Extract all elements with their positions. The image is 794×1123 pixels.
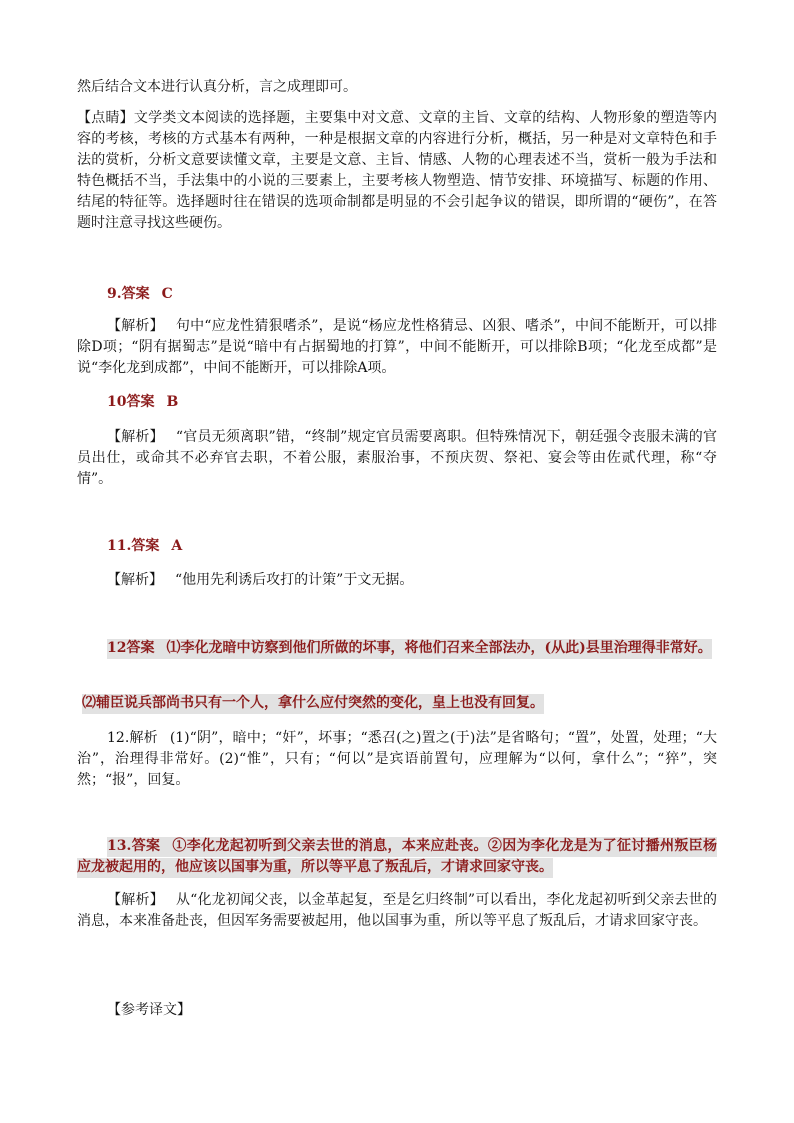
q9-answer-letter: C bbox=[161, 286, 173, 302]
q11-analysis-text: “他用先利诱后攻打的计策”于文无据。 bbox=[175, 572, 414, 588]
q12-analysis-text: (1)“阴”，暗中；“奸”，坏事；“悉召(之)置之(于)法”是省略句；“置”，处置，处理；“大治”，治理得非常好。(2)“惟”，只有；“何以”是宾语前置句，应理解为“以何，拿什么”；“猝”，突然；“报”，回复。 bbox=[77, 730, 717, 788]
q11-analysis bbox=[77, 570, 717, 591]
q13-analysis-text: 从“化龙初闻父丧，以金革起复，至是乞归终制”可以看出，李化龙起初听到父亲去世的消息，本来准备赴丧，但因军务需要被起用，他以国事为重，所以等平息了叛乱后，才请求回家守丧。 bbox=[77, 892, 718, 929]
q12-answer-2 bbox=[82, 693, 717, 714]
q12-analysis-label: 12.解析 bbox=[107, 730, 158, 746]
q9-answer-label: 9.答案 bbox=[107, 286, 150, 302]
intro-line: 然后结合文本进行认真分析，言之成理即可。 bbox=[77, 79, 357, 95]
q11-answer-line bbox=[77, 536, 717, 557]
q13-analysis bbox=[77, 890, 717, 932]
dianjing-text: 文学类文本阅读的选择题，主要集中对文意、文章的主旨、文章的结构、人物形象的塑造等内容的考核，考核的方式基本有两种，一种是根据文章的内容进行分析，概括，另一种是对文章特色和手法的赏析，分析文意要读懂文章，主要是文意、主旨、情感、人物的心理表述不当，赏析一般为手法和特色概括不当，手法集中的小说的三要素上，主要考核人物塑造、情节安排、环境描写、标题的作用、结尾的特征等。选择题时往在错误的选项命制都是明显的不会引起争议的错误，即所谓的“硬伤”，在答题时注意寻找这些硬伤。 bbox=[77, 110, 718, 231]
q10-answer-letter: B bbox=[166, 394, 179, 410]
q9-analysis-tag: 【解析】 bbox=[107, 318, 164, 334]
q9-analysis-text: 句中“应龙性猜狠嗜杀”，是说“杨应龙性格猜忌、凶狠、嗜杀”，中间不能断开，可以排除D项；“阴有据蜀志”是说“暗中有占据蜀地的打算”，中间不能断开，可以排除B项；“化龙至成都”是说“李化龙到成都”，中间不能断开，可以排除A项。 bbox=[77, 318, 717, 376]
q12-answer-1 bbox=[77, 638, 717, 659]
q12-answer-label: 12答案 bbox=[107, 640, 155, 656]
q9-analysis bbox=[77, 316, 717, 379]
q10-analysis-text: “官员无须离职”错，“终制”规定官员需要离职。但特殊情况下，朝廷强令丧服未满的官员出仕，或命其不必弃官去职，不着公服，素服治事，不预庆贺、祭祀、宴会等由佐贰代理，称“夺情”。 bbox=[77, 429, 717, 487]
q12-answer-2-text: ⑵辅臣说兵部尚书只有一个人，拿什么应付突然的变化，皇上也没有回复。 bbox=[82, 694, 544, 714]
q12-answer-1-text: ⑴李化龙暗中访察到他们所做的坏事，将他们召来全部法办，(从此)县里治理得非常好。 bbox=[166, 640, 712, 656]
q12-analysis bbox=[77, 728, 717, 791]
dianjing-paragraph bbox=[77, 108, 717, 234]
q13-analysis-tag: 【解析】 bbox=[107, 892, 164, 908]
q9-answer-line bbox=[77, 284, 717, 305]
q10-analysis-tag: 【解析】 bbox=[107, 429, 164, 445]
q13-answer-label: 13.答案 bbox=[107, 838, 161, 854]
q13-answer-text: ①李化龙起初听到父亲去世的消息，本来应赴丧。②因为李化龙是为了征讨播州叛臣杨应龙被起用的，他应该以国事为重，所以等平息了叛乱后，才请求回家守丧。 bbox=[77, 838, 718, 875]
q10-answer-line bbox=[107, 392, 717, 413]
q11-answer-letter: A bbox=[171, 538, 183, 554]
translation-heading: 【参考译文】 bbox=[107, 1002, 191, 1018]
q11-answer-label: 11.答案 bbox=[107, 538, 160, 554]
dianjing-tag: 【点睛】 bbox=[77, 110, 134, 126]
q13-answer bbox=[77, 836, 717, 878]
q10-analysis bbox=[77, 427, 717, 490]
q11-analysis-tag: 【解析】 bbox=[107, 572, 163, 588]
q10-answer-label: 10答案 bbox=[107, 394, 155, 410]
